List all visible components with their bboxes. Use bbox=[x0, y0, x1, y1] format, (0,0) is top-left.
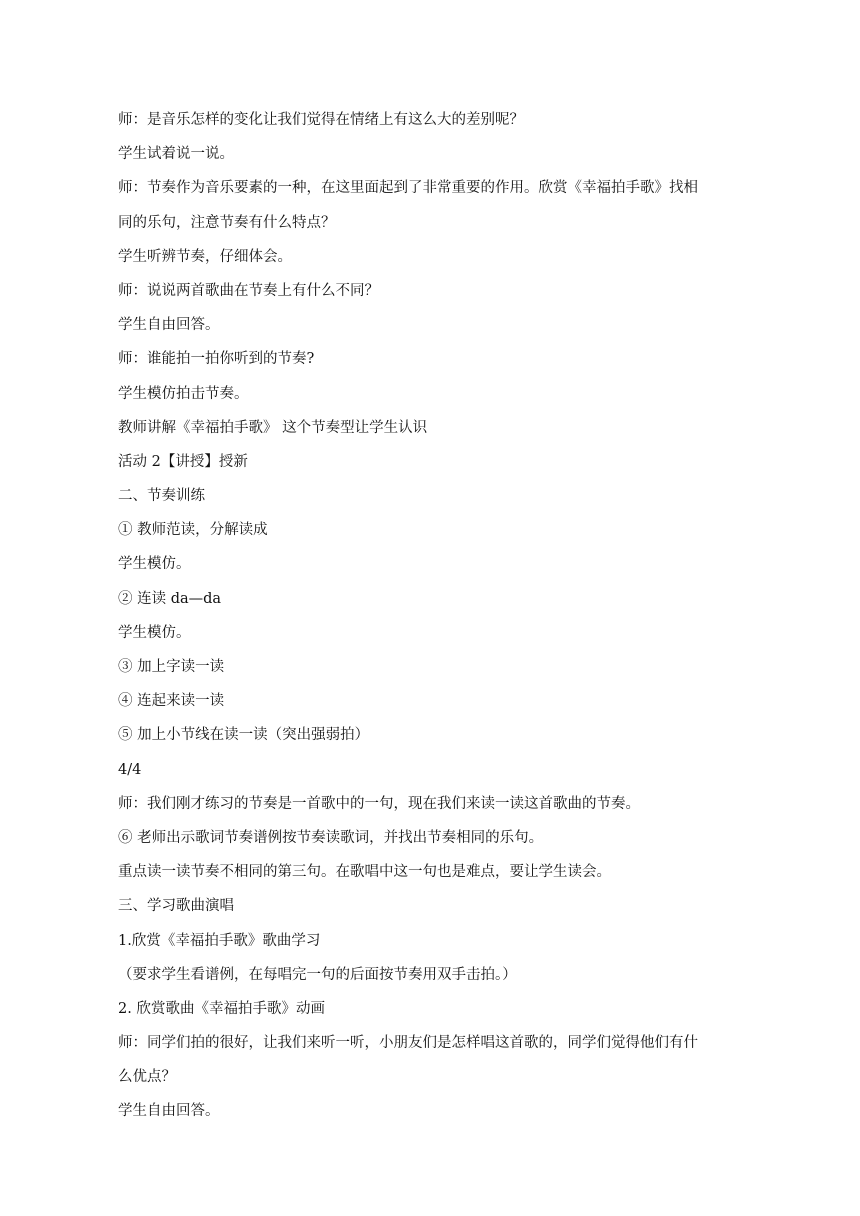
student-response-line: 学生模仿。 bbox=[118, 624, 191, 641]
step-item: ④ 连起来读一读 bbox=[118, 693, 225, 710]
step-item: ① 教师范读，分解读成 bbox=[118, 522, 268, 539]
teacher-explanation-line-continued: 同的乐句，注意节奏有什么特点？ bbox=[118, 214, 336, 231]
step-item: ⑤ 加上小节线在读一读（突出强弱拍） bbox=[118, 727, 370, 744]
time-signature: 4/4 bbox=[118, 761, 142, 778]
teacher-question-line: 师：是音乐怎样的变化让我们觉得在情绪上有这么大的差别呢？ bbox=[118, 112, 524, 128]
student-response-line: 学生模仿拍击节奏。 bbox=[118, 385, 249, 402]
teacher-question-line: 师：谁能拍一拍你听到的节奏? bbox=[118, 351, 315, 368]
focus-note-line: 重点读一读节奏不相同的第三句。在歌唱中这一句也是难点，要让学生读会。 bbox=[118, 864, 611, 881]
section-heading: 三、学习歌曲演唱 bbox=[118, 898, 234, 915]
teacher-question-line-continued: 么优点？ bbox=[118, 1069, 176, 1086]
numbered-item: 1.欣赏《幸福拍手歌》歌曲学习 bbox=[118, 932, 321, 949]
student-response-line: 学生自由回答。 bbox=[118, 1103, 220, 1120]
teacher-explanation-line: 师：我们刚才练习的节奏是一首歌中的一句，现在我们来读一读这首歌曲的节奏。 bbox=[118, 795, 640, 812]
student-response-line: 学生模仿。 bbox=[118, 556, 191, 573]
numbered-item: 2. 欣赏歌曲《幸福拍手歌》动画 bbox=[118, 1000, 325, 1017]
teacher-question-line: 师：同学们拍的很好，让我们来听一听，小朋友们是怎样唱这首歌的，同学们觉得他们有什 bbox=[118, 1035, 698, 1052]
step-item: ⑥ 老师出示歌词节奏谱例按节奏读歌词，并找出节奏相同的乐句。 bbox=[118, 829, 544, 846]
step-item: ③ 加上字读一读 bbox=[118, 659, 225, 675]
teacher-question-line: 师：说说两首歌曲在节奏上有什么不同？ bbox=[118, 282, 379, 299]
student-listening-line: 学生听辨节奏，仔细体会。 bbox=[118, 248, 292, 265]
student-response-line: 学生试着说一说。 bbox=[118, 146, 234, 163]
activity-heading: 活动 2【讲授】授新 bbox=[118, 453, 248, 470]
section-heading: 二、节奏训练 bbox=[118, 488, 205, 505]
student-response-line: 学生自由回答。 bbox=[118, 317, 220, 334]
teacher-explanation-line: 教师讲解《幸福拍手歌》 这个节奏型让学生认识 bbox=[118, 419, 428, 436]
instruction-note: （要求学生看谱例，在每唱完一句的后面按节奏用双手击拍。） bbox=[118, 966, 517, 983]
teacher-explanation-line: 师：节奏作为音乐要素的一种，在这里面起到了非常重要的作用。欣赏《幸福拍手歌》找相 bbox=[118, 180, 698, 197]
step-item: ② 连读 da—da bbox=[118, 590, 222, 607]
document-body bbox=[118, 108, 748, 1134]
